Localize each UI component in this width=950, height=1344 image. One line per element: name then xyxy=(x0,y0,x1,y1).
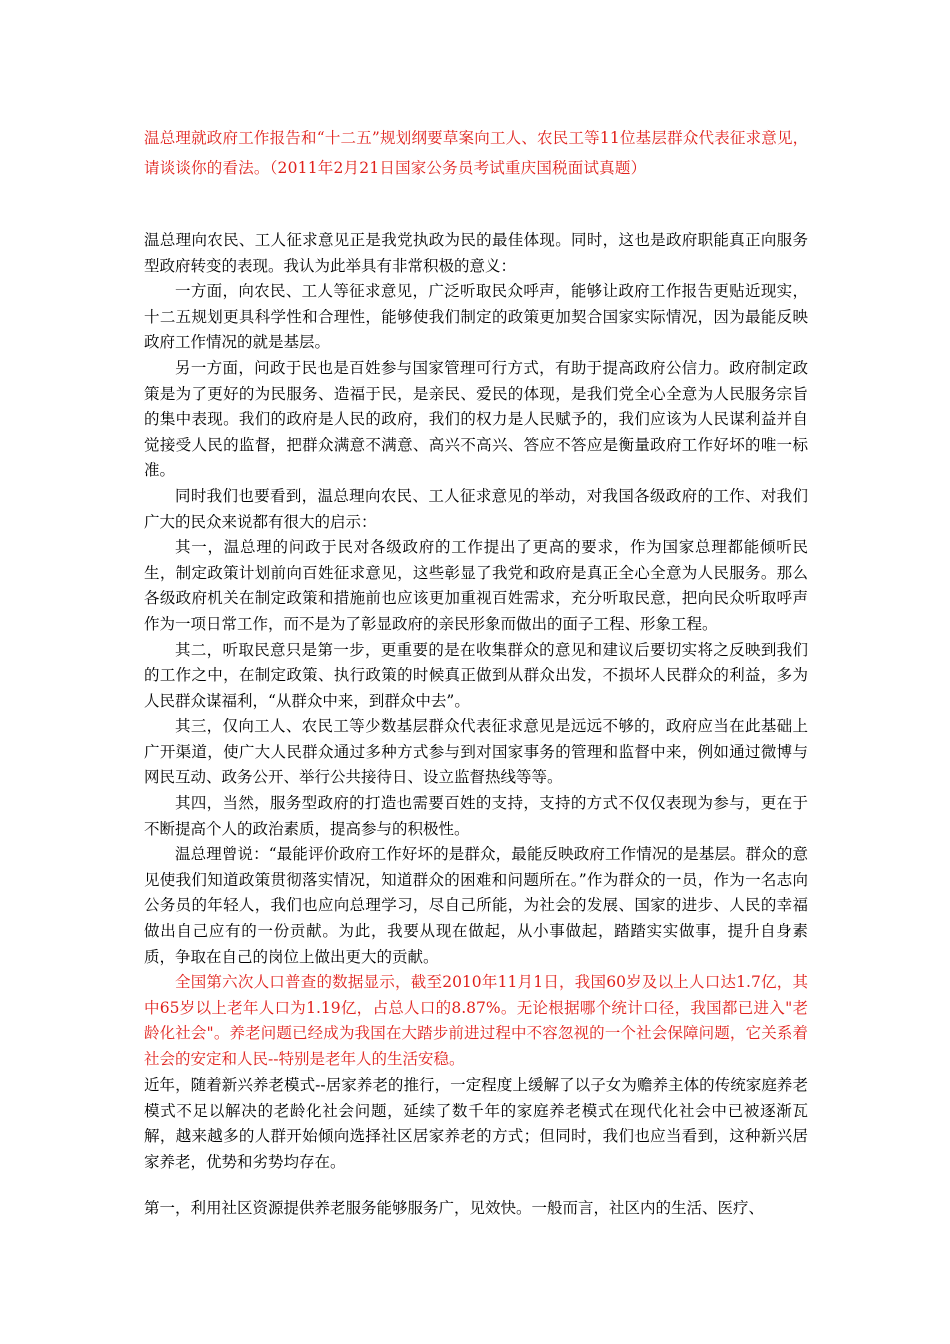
paragraph-5: 其二，听取民意只是第一步，更重要的是在收集群众的意见和建议后要切实将之反映到我们的工作之中，在制定政策、执行政策的时候真正做到从群众出发，不损坏人民群众的利益，多为人民群众谋福利，“从群众中来，到群众中去”。 xyxy=(144,640,808,710)
paragraph-4: 其一，温总理的问政于民对各级政府的工作提出了更高的要求，作为国家总理都能倾听民生，制定政策计划前向百姓征求意见，这些彰显了我党和政府是真正全心全意为人民服务。那么各级政府机关在制定政策和措施前也应该更加重视百姓需求，充分听取民意，把向民众听取呼声作为一项日常工作，而不是为了彰显政府的亲民形象而做出的面子工程、形象工程。 xyxy=(144,538,808,633)
document-title: 温总理就政府工作报告和“十二五”规划纲要草案向工人、农民工等11位基层群众代表征求意见，请谈谈你的看法。（2011年2月21日国家公务员考试重庆国税面试真题） xyxy=(144,129,809,177)
paragraph-home-care: 近年，随着新兴养老模式--居家养老的推行，一定程度上缓解了以子女为赡养主体的传统家庭养老模式不足以解决的老龄化社会问题，延续了数千年的家庭养老模式在现代化社会中已被逐渐瓦解，越来越多的人群开始倾向选择社区居家养老的方式；但同时，我们也应当看到，这种新兴居家养老，优势和劣势均存在。 xyxy=(144,1076,808,1171)
document-body xyxy=(144,228,808,1073)
paragraph-6: 其三，仅向工人、农民工等少数基层群众代表征求意见是远远不够的，政府应当在此基础上广开渠道，使广大人民群众通过多种方式参与到对国家事务的管理和监督中来，例如通过微博与网民互动、政务公开、举行公共接待日、设立监督热线等等。 xyxy=(144,717,808,787)
paragraph-2: 另一方面，问政于民也是百姓参与国家管理可行方式，有助于提高政府公信力。政府制定政策是为了更好的为民服务、造福于民，是亲民、爱民的体现，是我们党全心全意为人民服务宗旨的集中表现。我们的政府是人民的政府，我们的权力是人民赋予的，我们应该为人民谋利益并自觉接受人民的监督，把群众满意不满意、高兴不高兴、答应不答应是衡量政府工作好坏的唯一标准。 xyxy=(144,358,808,480)
paragraph-red-census: 全国第六次人口普查的数据显示，截至2010年11月1日，我国60岁及以上人口达1.7亿，其中65岁以上老年人口为1.19亿，占总人口的8.87%。无论根据哪个统计口径，我国都已进入"老龄化社会"。养老问题已经成为我国在大踏步前进过程中不容忽视的一个社会保障问题，它关系着社会的安定和人民--特别是老年人的生活安稳。 xyxy=(144,973,808,1068)
paragraph-1: 一方面，向农民、工人等征求意见，广泛听取民众呼声，能够让政府工作报告更贴近现实，十二五规划更具科学性和合理性，能够使我们制定的政策更加契合国家实际情况，因为最能反映政府工作情况的就是基层。 xyxy=(144,282,808,352)
paragraph-last: 第一，利用社区资源提供养老服务能够服务广，见效快。一般而言，社区内的生活、医疗、 xyxy=(144,1199,765,1217)
paragraph-8: 温总理曾说：“最能评价政府工作好坏的是群众，最能反映政府工作情况的是基层。群众的意见使我们知道政策贯彻落实情况，知道群众的困难和问题所在。”作为群众的一员，作为一名志向公务员的年轻人，我们也应向总理学习，尽自己所能，为社会的发展、国家的进步、人民的幸福做出自己应有的一份贡献。为此，我要从现在做起，从小事做起，踏踏实实做事，提升自身素质，争取在自己的岗位上做出更大的贡献。 xyxy=(144,845,808,966)
paragraph-3: 同时我们也要看到，温总理向农民、工人征求意见的举动，对我国各级政府的工作、对我们广大的民众来说都有很大的启示： xyxy=(144,486,808,531)
paragraph-intro: 温总理向农民、工人征求意见正是我党执政为民的最佳体现。同时，这也是政府职能真正向服务型政府转变的表现。我认为此举具有非常积极的意义： xyxy=(144,231,808,275)
paragraph-7: 其四，当然，服务型政府的打造也需要百姓的支持，支持的方式不仅仅表现为参与，更在于不断提高个人的政治素质，提高参与的积极性。 xyxy=(144,794,808,838)
